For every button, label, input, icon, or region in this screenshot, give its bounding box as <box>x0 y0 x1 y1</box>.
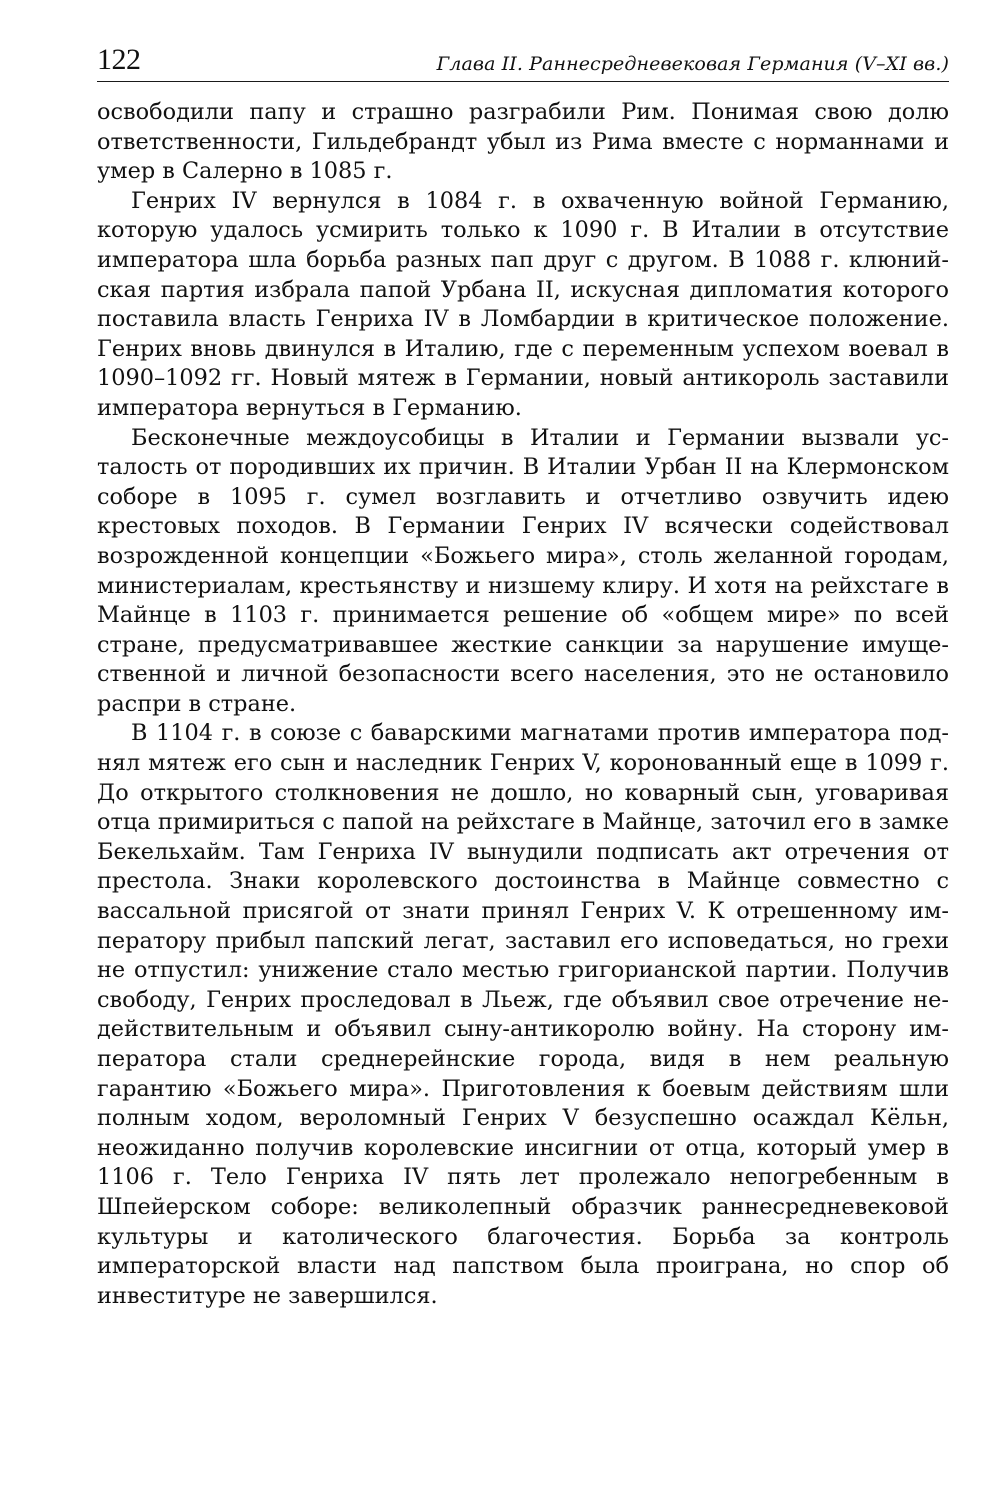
chapter-title: Глава II. Раннесредневековая Германия (V–XI вв.) <box>436 53 949 75</box>
paragraph-continued: освободили папу и страшно разграбили Рим. Понимая свою долю ответственности, Гильдебрандт убыл из Рима вместе с норманнами и умер в Салерно в 1085 г. <box>97 99 949 185</box>
page-number: 122 <box>97 43 141 76</box>
paragraph: Генрих IV вернулся в 1084 г. в охваченную войной Германию, которую удалось усмирить только к 1090 г. В Италии в отсутствие императора шла борьба разных пап друг с другом. В 1088 г. клюнийская партия избрала папой Урбана II, искусная дипломатия которого поставила власть Генриха IV в Ломбардии в критическое положение. Генрих вновь двинулся в Италию, где с переменным успехом воевал в 1090–1092 гг. Новый мятеж в Германии, новый антикороль заставили императора вернуться в Германию. <box>97 187 949 421</box>
paragraph: Бесконечные междоусобицы в Италии и Германии вызвали усталость от породивших их причин. В Италии Урбан II на Клермонском соборе в 1095 г. сумел возглавить и отчетливо озвучить идею крестовых походов. В Германии Генрих IV всячески содействовал возрожденной концепции «Божьего мира», столь желанной городам, министериалам, крестьянству и низшему клиру. И хотя на рейхстаге в Майнце в 1103 г. принимается решение об «общем мире» по всей стране, предусматривавшее жесткие санкции за нарушение имущественной и личной безопасности всего населения, это не остановило распри в стране. <box>97 424 949 717</box>
paragraph: В 1104 г. в союзе с баварскими магнатами против императора поднял мятеж его сын и наследник Генрих V, коронованный еще в 1099 г. До открытого столкновения не дошло, но коварный сын, уговаривая отца примириться с папой на рейхстаге в Майнце, заточил его в замке Бекельхайм. Там Генриха IV вынудили подписать акт отречения от престола. Знаки королевского достоинства в Майнце совместно с вассальной присягой от знати принял Генрих V. К отрешенному императору прибыл папский легат, заставил его исповедаться, но грехи не отпустил: унижение стало местью григорианской партии. Получив свободу, Генрих проследовал в Льеж, где объявил свое отречение недействительным и объявил сыну-антикоролю войну. На сторону императора стали среднерейнские города, видя в нем реальную гарантию «Божьего мира». Приготовления к боевым действиям шли полным ходом, вероломный Генрих V безуспешно осаждал Кёльн, неожиданно получив королевские инсигнии от отца, который умер в 1106 г. Тело Генриха IV пять лет пролежало непогребенным в Шпейерском соборе: великолепный образчик раннесредневековой культуры и католического благочестия. Борьба за контроль императорской власти над папством была проиграна, но спор об инвеституре не завершился. <box>97 720 949 1309</box>
body-text <box>97 98 949 1311</box>
running-header <box>97 38 949 82</box>
book-page <box>97 38 949 1311</box>
